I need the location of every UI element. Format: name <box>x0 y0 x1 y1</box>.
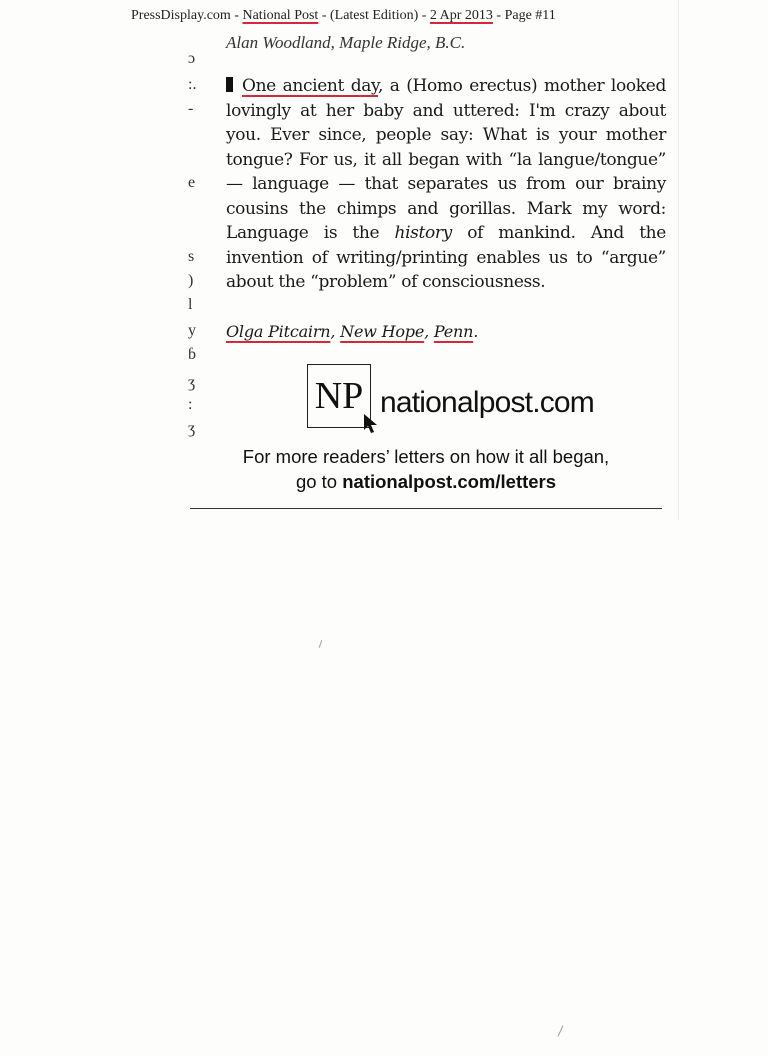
margin-fragment: ɔ <box>188 50 196 67</box>
section-divider <box>190 508 662 509</box>
scan-speck <box>558 1025 564 1036</box>
header-separator: - <box>230 8 243 23</box>
page-header <box>131 8 556 24</box>
margin-fragment: s <box>188 248 195 265</box>
letter-body <box>226 74 666 295</box>
author-name: Olga Pitcairn <box>226 322 331 341</box>
margin-fragment: - <box>188 100 194 117</box>
margin-fragment: ) <box>188 272 194 289</box>
margin-fragment: ʒ <box>188 420 196 437</box>
paragraph-marker-icon <box>226 77 233 92</box>
logo-wordmark: nationalpost.com <box>380 386 595 419</box>
margin-fragment: ɓ <box>188 346 196 363</box>
promo-line-2: go to nationalpost.com/letters <box>295 471 557 492</box>
np-logo: NP <box>307 364 371 428</box>
promo-line-1: For more readers’ letters on how it all began, <box>242 446 610 467</box>
letter-text: , a (Homo erectus) mother looked lovingly at her baby and uttered: I'm crazy about you. Ever since, people say: What is your mother tongue? For us, it all began with “la langue/tongue” — language — that separates us from our brainy cousins the chimps and gorillas. Mark my word: Language is the <box>226 76 666 243</box>
margin-fragment: ʒ <box>188 374 196 391</box>
source-label: PressDisplay.com <box>131 8 231 23</box>
previous-letter-signature: Alan Woodland, Maple Ridge, B.C. <box>226 33 466 52</box>
highlighted-opening: One ancient day <box>242 76 379 96</box>
emphasized-word: history <box>394 223 452 243</box>
margin-fragment: y <box>188 322 196 339</box>
margin-fragment: e <box>188 174 196 191</box>
letter-signature: Olga Pitcairn, New Hope, Penn. <box>226 322 479 341</box>
margin-fragment: l <box>188 296 193 313</box>
author-town: New Hope <box>340 322 425 341</box>
letter-text-end: of mankind. And the invention of writing/printing enables us to “argue” about the “problem” of consciousness. <box>226 223 666 292</box>
promo-text <box>190 444 662 494</box>
edition-label: - (Latest Edition) - <box>318 8 430 23</box>
cursor-arrow-icon <box>362 412 382 436</box>
scan-speck <box>319 640 323 648</box>
publication-name: National Post <box>242 8 319 23</box>
scan-edge <box>678 0 679 520</box>
margin-fragment: :. <box>188 76 197 93</box>
issue-date: 2 Apr 2013 <box>429 8 493 23</box>
margin-fragment: : <box>188 396 193 413</box>
letters-link[interactable]: nationalpost.com/letters <box>342 471 557 492</box>
page-number: - Page #11 <box>492 8 556 23</box>
author-state: Penn <box>433 322 474 341</box>
